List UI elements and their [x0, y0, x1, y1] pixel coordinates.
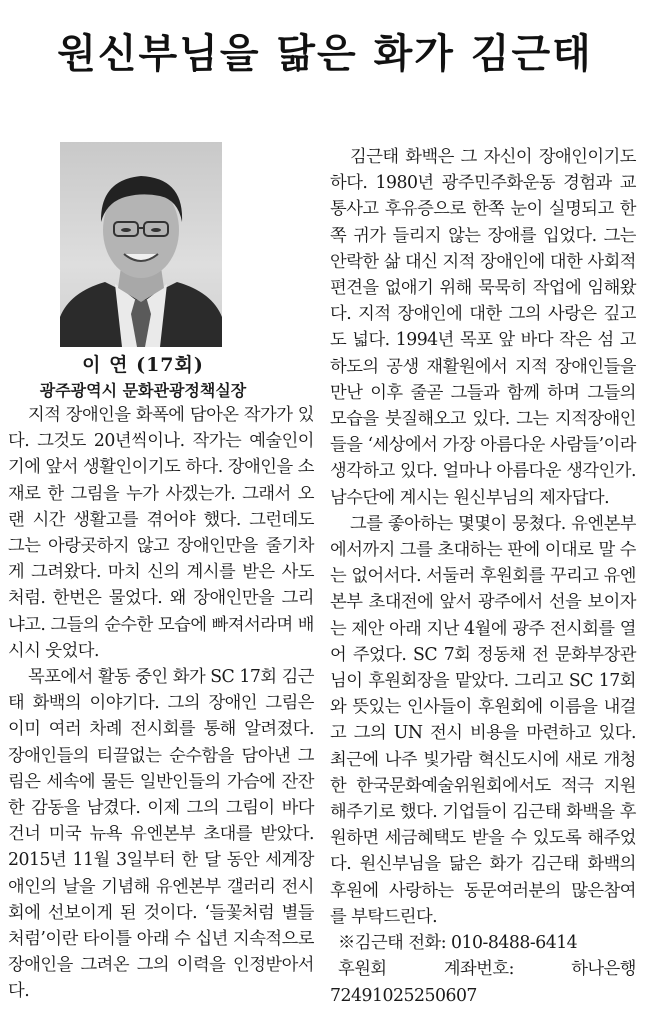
author-title: 광주광역시 문화관광정책실장	[39, 381, 247, 400]
author-name: 이 연 (17회)	[82, 354, 204, 376]
portrait-image	[60, 142, 222, 347]
sponsor-account: 후원회 계좌번호: 하나은행 7249102525060​7	[330, 959, 636, 1006]
article-column-left	[8, 402, 314, 1005]
article-column-right	[330, 144, 636, 1009]
author-photo	[60, 142, 222, 347]
paragraph: 목포에서 활동 중인 화가 SC 17회 김근태 화백의 이야기다. 그의 장애인 그림은 이미 여러 차례 전시회를 통해 알려졌다. 장애인들의 티끌없는 순수함을 담아낸 그림은 세속에 물든 일반인들의 가슴에 잔잔한 감동을 남겼다. 이제 그의 그림이 바다 건너 미국 뉴욕 유엔본부 초대를 받았다. 2015년 11월 3일부터 한 달 동안 세계장애인의 날을 기념해 유엔본부 갤러리 전시회에 선보이게 된 것이다. ‘들꽃처럼 별들처럼’이란 타이틀 아래 수 십년 지속적으로 장애인을 그려온 그의 이력을 인정받아서다.	[8, 667, 314, 1002]
paragraph: 지적 장애인을 화폭에 담아온 작가가 있다. 그것도 20년씩이나. 작가는 예술인이기에 앞서 생활인이기도 하다. 장애인을 소재로 한 그림을 누가 사겠는가. 그래서 오랜 시간 생활고를 겪어야 했다. 그런데도 그는 아랑곳하지 않고 장애인만을 줄기차게 그려왔다. 마치 신의 계시를 받은 사도처럼. 한번은 물었다. 왜 장애인만을 그리냐고. 그들의 순수한 모습에 빠져서라며 배시시 웃었다.	[8, 405, 314, 661]
paragraph: 김근태 화백은 그 자신이 장애인이기도 하다. 1980년 광주민주화운동 경험과 교통사고 후유증으로 한쪽 눈이 실명되고 한쪽 귀가 들리지 않는 장애를 입었다. 그는 안락한 삶 대신 지적 장애인에 대한 사회적 편견을 없애기 위해 묵묵히 작업에 임해왔다. 지적 장애인에 대한 그의 사랑은 깊고도 넓다. 1994년 목포 앞 바다 작은 섬 고하도의 공생 재활원에서 지적 장애인들을 만난 이후 줄곧 그들과 함께 하며 그들의 모습을 붓질해오고 있다. 그는 지적장애인들을 ‘세상에서 가장 아름다운 사람들’이라 생각하고 있다. 얼마나 아름다운 생각인가. 남수단에 계시는 원신부님의 제자답다.	[330, 147, 636, 508]
article-headline: 원신부님을 닮은 화가 김근태	[57, 30, 593, 77]
paragraph: 그를 좋아하는 몇몇이 뭉쳤다. 유엔본부에서까지 그를 초대하는 판에 이대로 말 수는 없어서다. 서둘러 후원회를 꾸리고 유엔본부 초대전에 앞서 광주에서 선을 보이자는 제안 아래 지난 4월에 광주 전시회를 열어 주었다. SC 7회 정동채 전 문화부장관님이 후원회장을 맡았다. 그리고 SC 17회와 뜻있는 인사들이 후원회에 이름을 내걸고 그의 UN 전시 비용을 마련하고 있다. 최근에 나주 빛가람 혁신도시에 새로 개청한 한국문화예술위원회에서도 적극 지원해주기로 했다. 기업들이 김근태 화백을 후원하면 세금혜택도 받을 수 있도록 해주었다. 원신부님을 닮은 화가 김근태 화백의 후원에 사랑하는 동문여러분의 많은참여를 부탁드린다.	[330, 513, 636, 927]
contact-phone: ※김근태 전화: 010-8488-6414	[338, 933, 578, 954]
